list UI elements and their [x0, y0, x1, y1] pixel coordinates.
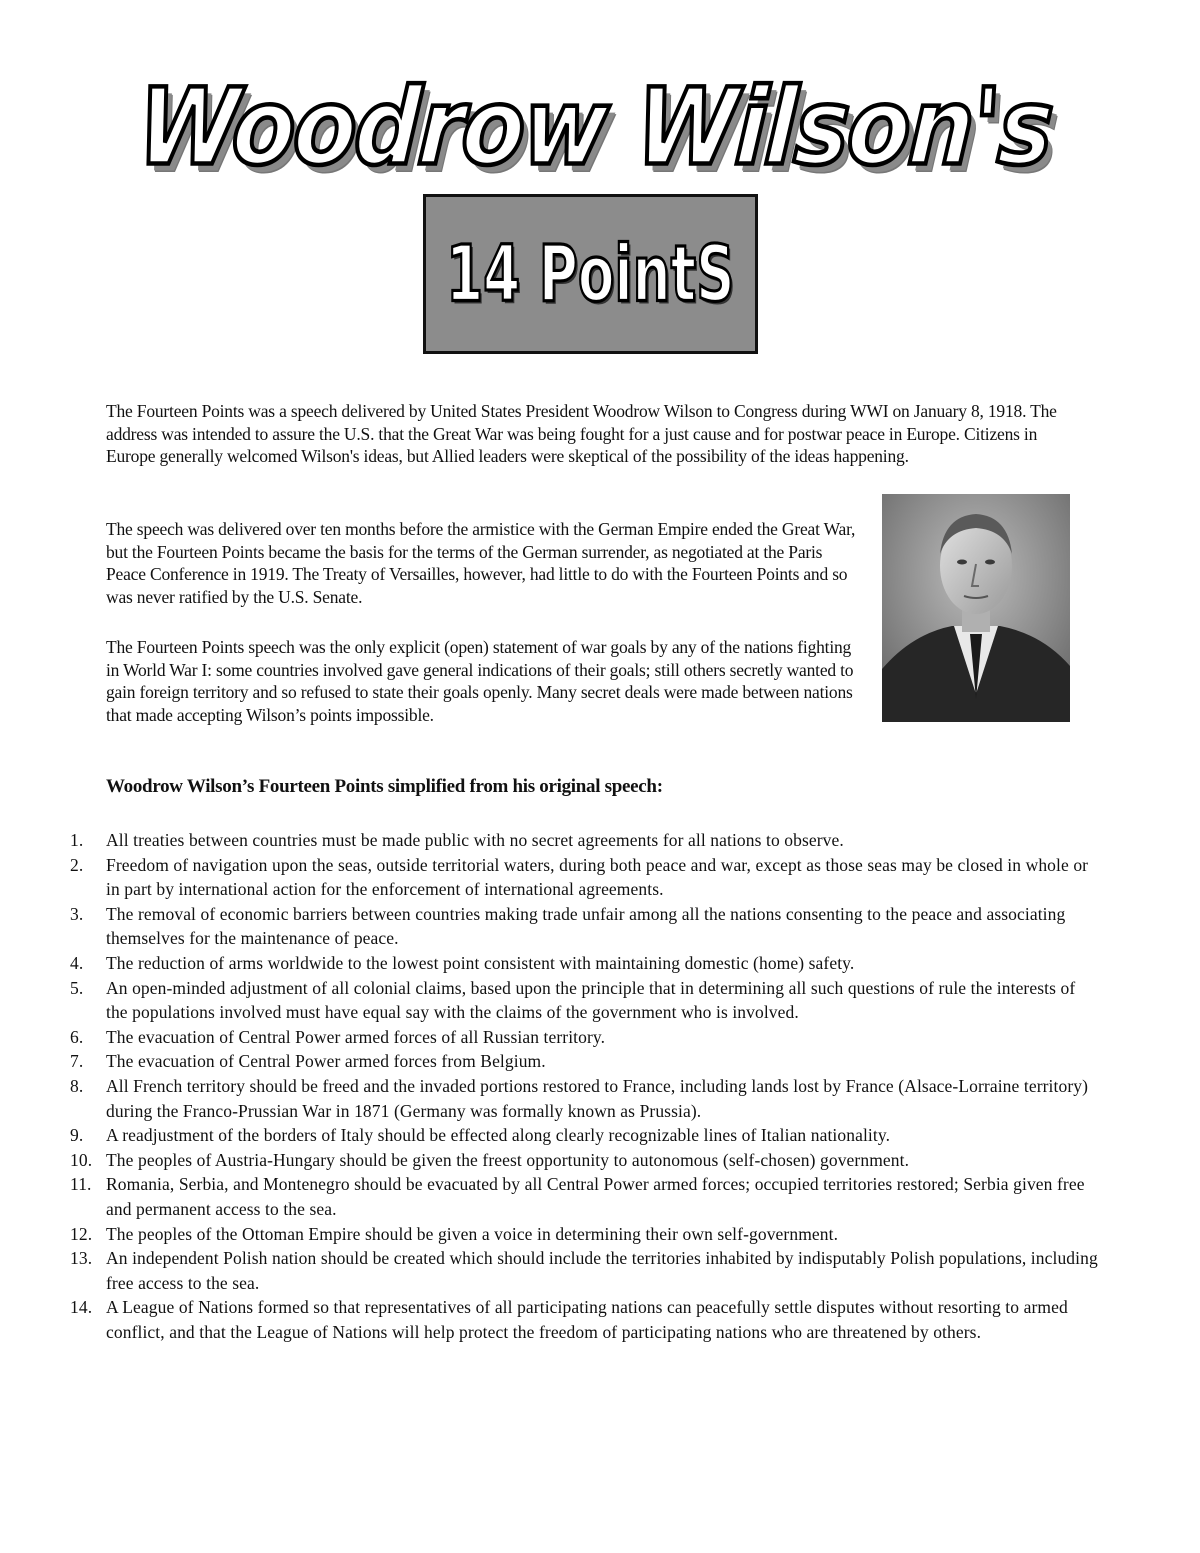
list-item — [70, 1295, 1100, 1344]
list-item — [70, 1172, 1100, 1221]
intro-paragraph-3: The Fourteen Points speech was the only explicit (open) statement of war goals by any of the nations fighting in World War I: some countries involved gave general indications of their goals; still others secretly wanted to gain foreign territory and so refused to state their goals openly. Many secret deals were made between nations that made accepting Wilson’s points impossible. — [106, 637, 854, 725]
list-item — [70, 1049, 1100, 1074]
list-item — [70, 1246, 1100, 1295]
list-item-text: The peoples of Austria-Hungary should be given the freest opportunity to autonomous (self-chosen) government. — [106, 1149, 910, 1170]
list-item-number: 10. — [70, 1149, 93, 1170]
list-item-text: The removal of economic barriers between countries making trade unfair among all the nations consenting to the peace and associating themselves for the maintenance of peace. — [106, 903, 1066, 949]
list-item-text: The evacuation of Central Power armed forces of all Russian territory. — [106, 1026, 606, 1047]
list-item-number: 9. — [70, 1125, 84, 1146]
list-item-text: An open-minded adjustment of all colonial claims, based upon the principle that in determining all such questions of rule the interests of the populations involved must have equal say with the claims of the government who is involved. — [106, 977, 1076, 1023]
list-item-text: Freedom of navigation upon the seas, outside territorial waters, during both peace and war, except as those seas may be closed in whole or in part by international action for the enforcement of international agreements. — [106, 854, 1089, 900]
page-title — [134, 62, 1056, 192]
list-item-text: Romania, Serbia, and Montenegro should be evacuated by all Central Power armed forces; occupied territories restored; Serbia given free and permanent access to the sea. — [106, 1174, 1085, 1219]
list-item-text: A League of Nations formed so that representatives of all participating nations can peacefully settle disputes without resorting to armed conflict, and that the League of Nations will help protect the freedom of participating nations who are threatened by others. — [106, 1297, 1068, 1342]
subtitle-wordart-text: 14 PointS — [446, 228, 735, 320]
list-item-number: 11. — [70, 1174, 92, 1195]
fourteen-points-list — [70, 828, 1100, 1344]
list-item-text: The reduction of arms worldwide to the lowest point consistent with maintaining domestic (home) safety. — [106, 952, 855, 973]
intro-paragraph-1: The Fourteen Points was a speech delivered by United States President Woodrow Wilson to Congress during WWI on January 8, 1918. The address was intended to assure the U.S. that the Great War was being fought for a just cause and for postwar peace in Europe. Citizens in Europe generally welcomed Wilson's ideas, but Allied leaders were skeptical of the possibility of the ideas happening. — [106, 401, 1057, 466]
list-item-number: 4. — [70, 952, 84, 973]
list-item-number: 8. — [70, 1075, 84, 1096]
list-item-text: All French territory should be freed and the invaded portions restored to France, including lands lost by France (Alsace-Lorraine territory) during the Franco-Prussian War in 1871 (Germany was formally known as Prussia). — [106, 1075, 1089, 1121]
list-item-text: The evacuation of Central Power armed forces from Belgium. — [106, 1051, 546, 1072]
list-item — [70, 951, 1100, 976]
list-item — [70, 1123, 1100, 1148]
list-item — [70, 1074, 1100, 1123]
list-item — [70, 902, 1100, 951]
list-item — [70, 1222, 1100, 1247]
list-item-number: 2. — [70, 854, 84, 875]
list-item — [70, 1148, 1100, 1173]
list-item-text: A readjustment of the borders of Italy should be effected along clearly recognizable lines of Italian nationality. — [106, 1125, 891, 1146]
list-item-number: 3. — [70, 903, 84, 924]
list-item — [70, 853, 1100, 902]
list-item-text: An independent Polish nation should be created which should include the territories inhabited by indisputably Polish populations, including free access to the sea. — [106, 1248, 1098, 1293]
list-heading: Woodrow Wilson’s Fourteen Points simplified from his original speech: — [106, 776, 663, 797]
subtitle-banner — [423, 194, 758, 354]
wilson-portrait-photo — [882, 494, 1070, 722]
list-item-number: 13. — [70, 1248, 93, 1269]
list-item — [70, 828, 1100, 853]
list-item-number: 14. — [70, 1297, 93, 1318]
list-item-number: 1. — [70, 830, 84, 850]
list-item-text: All treaties between countries must be made public with no secret agreements for all nations to observe. — [106, 830, 844, 850]
list-item-number: 6. — [70, 1026, 84, 1047]
list-item-text: The peoples of the Ottoman Empire should be given a voice in determining their own self-government. — [106, 1223, 839, 1244]
intro-paragraph-2: The speech was delivered over ten months before the armistice with the German Empire ended the Great War, but the Fourteen Points became the basis for the terms of the German surrender, as negotiated at the Paris Peace Conference in 1919. The Treaty of Versailles, however, had little to do with the Fourteen Points and so was never ratified by the U.S. Senate. — [106, 519, 856, 607]
list-item — [70, 1025, 1100, 1050]
list-item-number: 7. — [70, 1051, 84, 1072]
list-item-number: 5. — [70, 977, 84, 998]
list-item — [70, 976, 1100, 1025]
list-item-number: 12. — [70, 1223, 93, 1244]
title-wordart-text: Woodrow Wilson's — [134, 65, 1056, 189]
